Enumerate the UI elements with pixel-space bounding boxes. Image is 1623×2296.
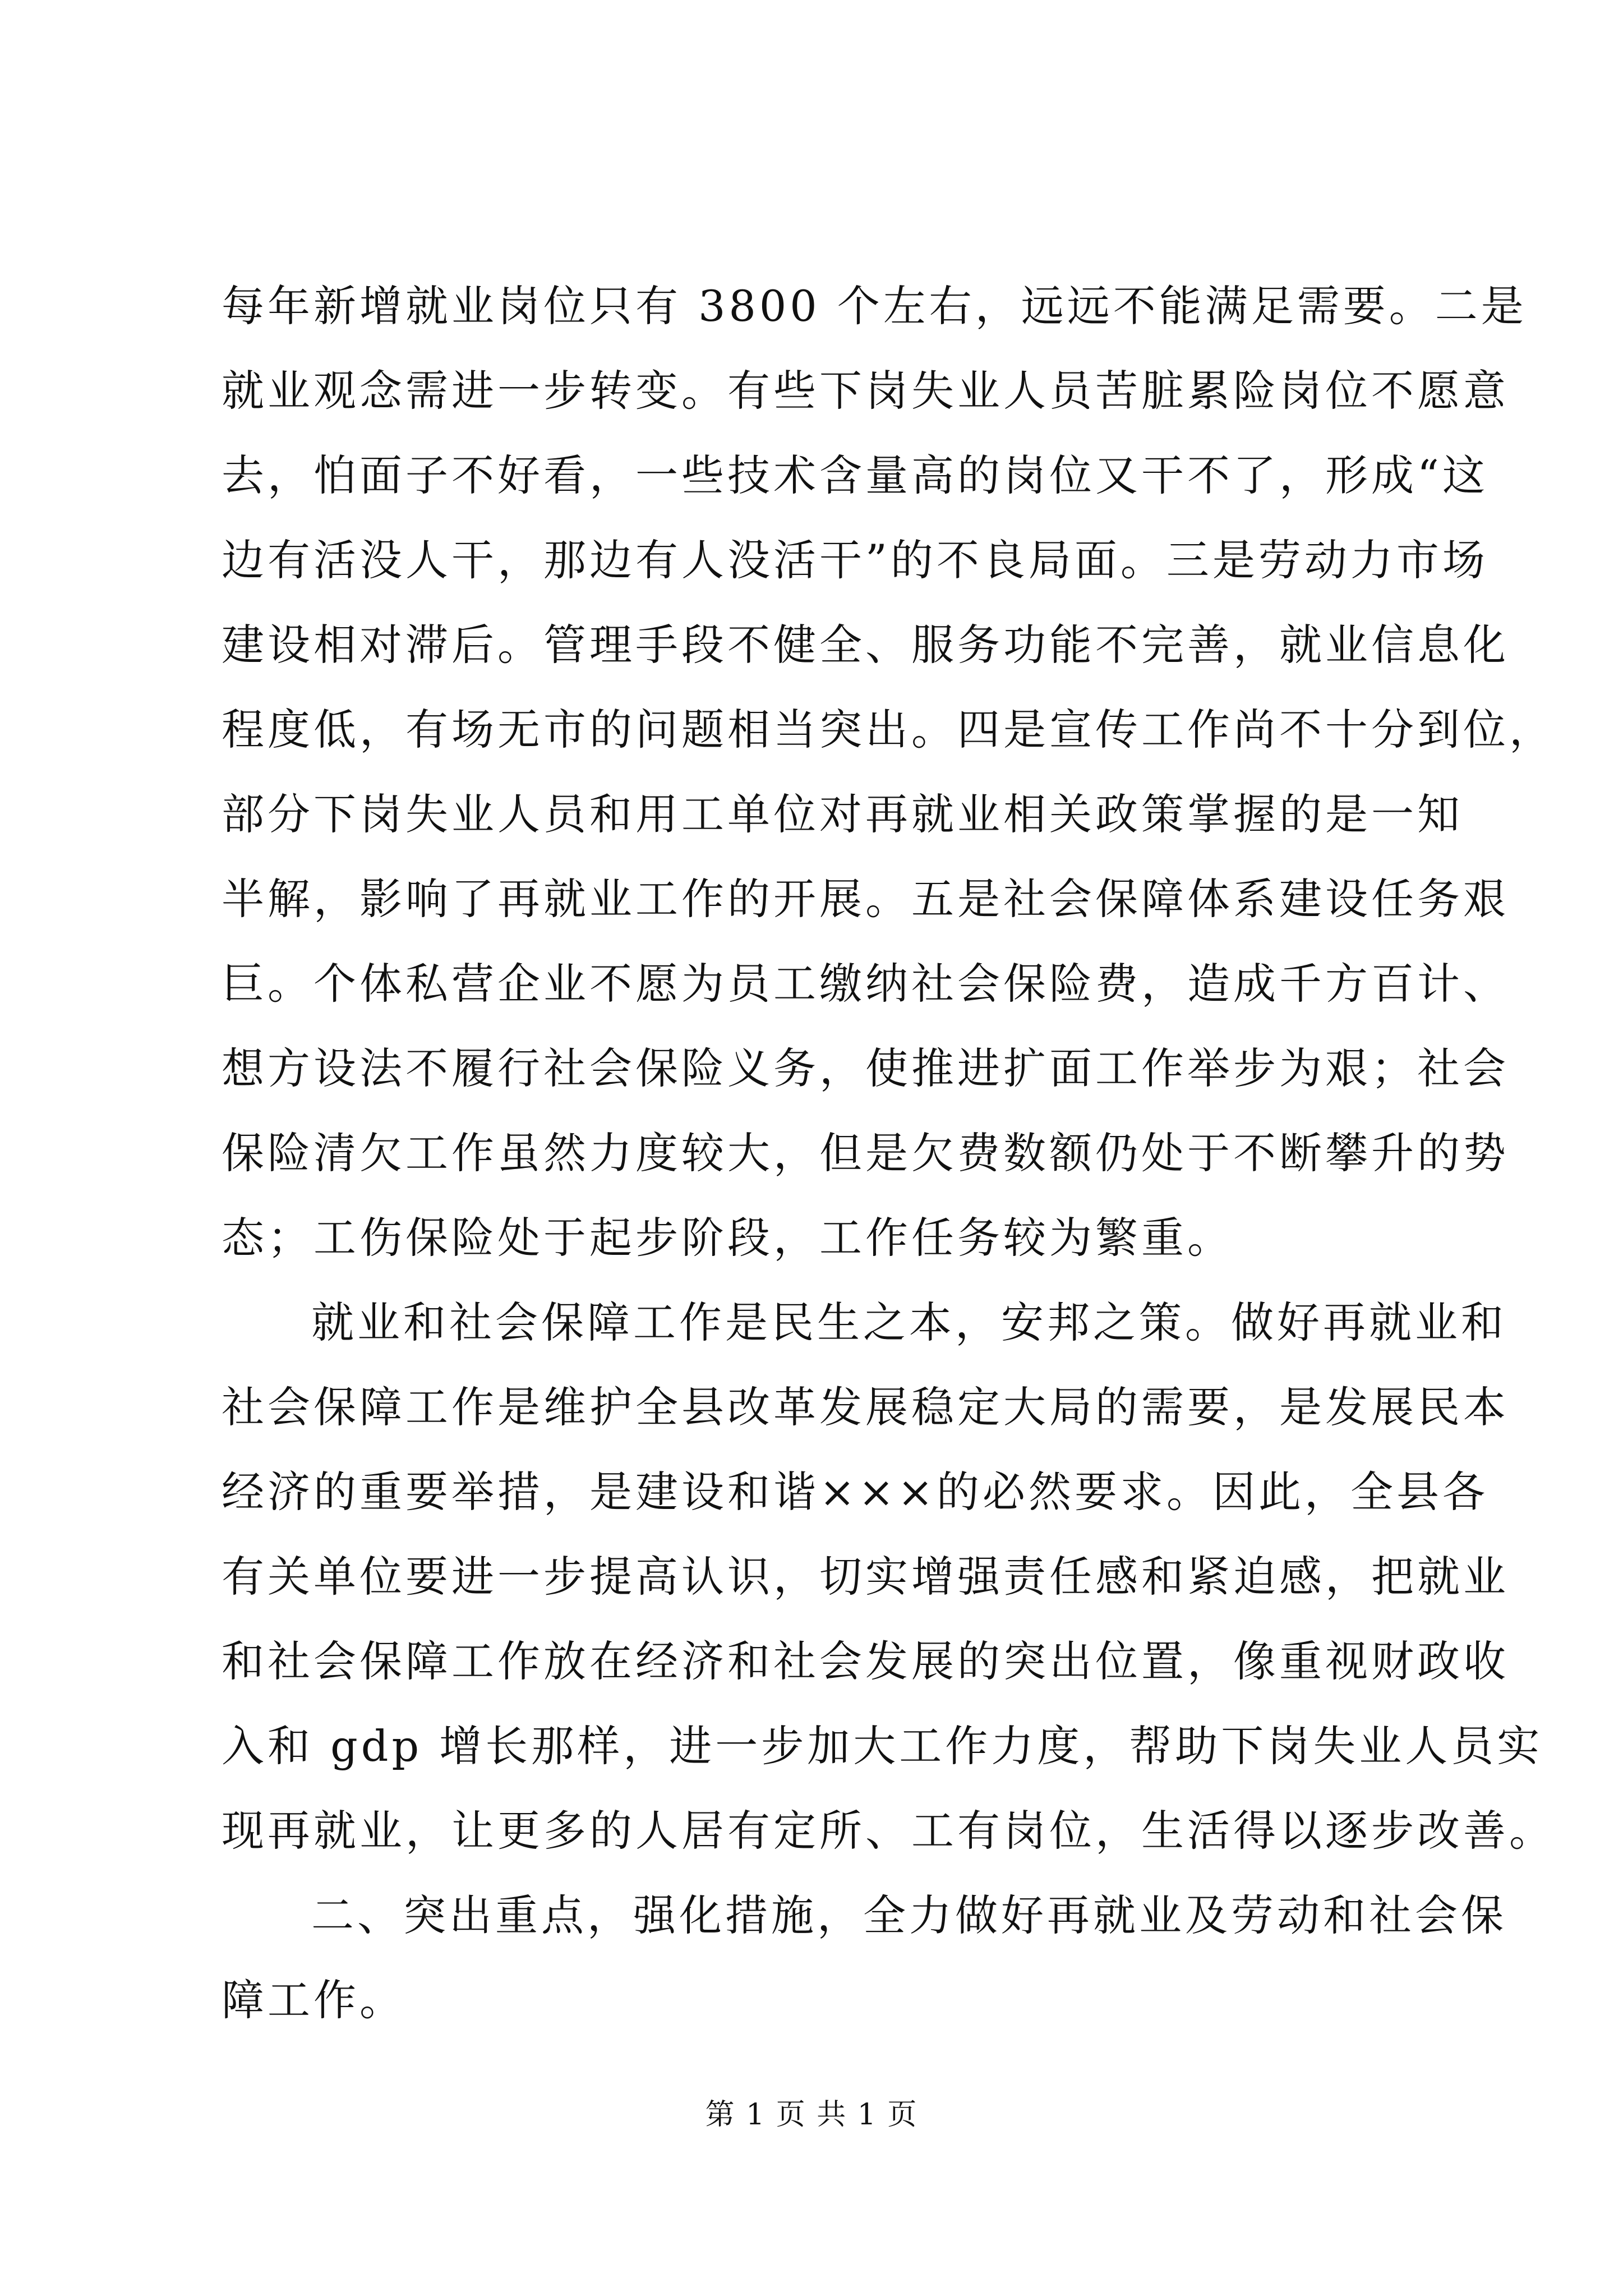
text-line-1: 每年新增就业岗位只有 3800 个左右，远远不能满足需要。二是 xyxy=(222,281,1527,331)
text-line-9: 巨。个体私营企业不愿为员工缴纳社会保险费，造成千方百计、 xyxy=(222,959,1509,1009)
text-line-2: 就业观念需进一步转变。有些下岗失业人员苦脏累险岗位不愿意 xyxy=(222,366,1509,416)
text-line-14: 社会保障工作是维护全县改革发展稳定大局的需要，是发展民本 xyxy=(222,1382,1509,1432)
text-line-17: 和社会保障工作放在经济和社会发展的突出位置，像重视财政收 xyxy=(222,1636,1509,1686)
text-line-16: 有关单位要进一步提高认识，切实增强责任感和紧迫感，把就业 xyxy=(222,1552,1509,1602)
text-line-6: 程度低，有场无市的问题相当突出。四是宣传工作尚不十分到位， xyxy=(222,705,1555,754)
text-line-13: 就业和社会保障工作是民生之本，安邦之策。做好再就业和 xyxy=(311,1297,1507,1347)
text-line-10: 想方设法不履行社会保险义务，使推进扩面工作举步为艰；社会 xyxy=(222,1043,1509,1093)
page-footer: 第 1 页 共 1 页 xyxy=(705,2098,918,2132)
text-line-12: 态；工伤保险处于起步阶段，工作任务较为繁重。 xyxy=(222,1213,1233,1263)
text-line-18: 入和 gdp 增长那样，进一步加大工作力度，帮助下岗失业人员实 xyxy=(222,1721,1543,1771)
text-line-19: 现再就业，让更多的人居有定所、工有岗位，生活得以逐步改善。 xyxy=(222,1806,1555,1856)
text-line-21: 障工作。 xyxy=(222,1975,405,2025)
document-body xyxy=(222,264,1555,2042)
text-line-5: 建设相对滞后。管理手段不健全、服务功能不完善，就业信息化 xyxy=(222,620,1509,670)
text-line-7: 部分下岗失业人员和用工单位对再就业相关政策掌握的是一知 xyxy=(222,789,1463,839)
text-line-11: 保险清欠工作虽然力度较大，但是欠费数额仍处于不断攀升的势 xyxy=(222,1128,1509,1178)
text-line-15: 经济的重要举措，是建设和谐×××的必然要求。因此，全县各 xyxy=(222,1467,1489,1517)
text-line-20: 二、突出重点，强化措施，全力做好再就业及劳动和社会保 xyxy=(311,1890,1507,1940)
text-line-4: 边有活没人干，那边有人没活干”的不良局面。三是劳动力市场 xyxy=(222,535,1488,585)
text-line-3: 去，怕面子不好看，一些技术含量高的岗位又干不了，形成“这 xyxy=(222,450,1488,500)
text-line-8: 半解，影响了再就业工作的开展。五是社会保障体系建设任务艰 xyxy=(222,874,1509,924)
